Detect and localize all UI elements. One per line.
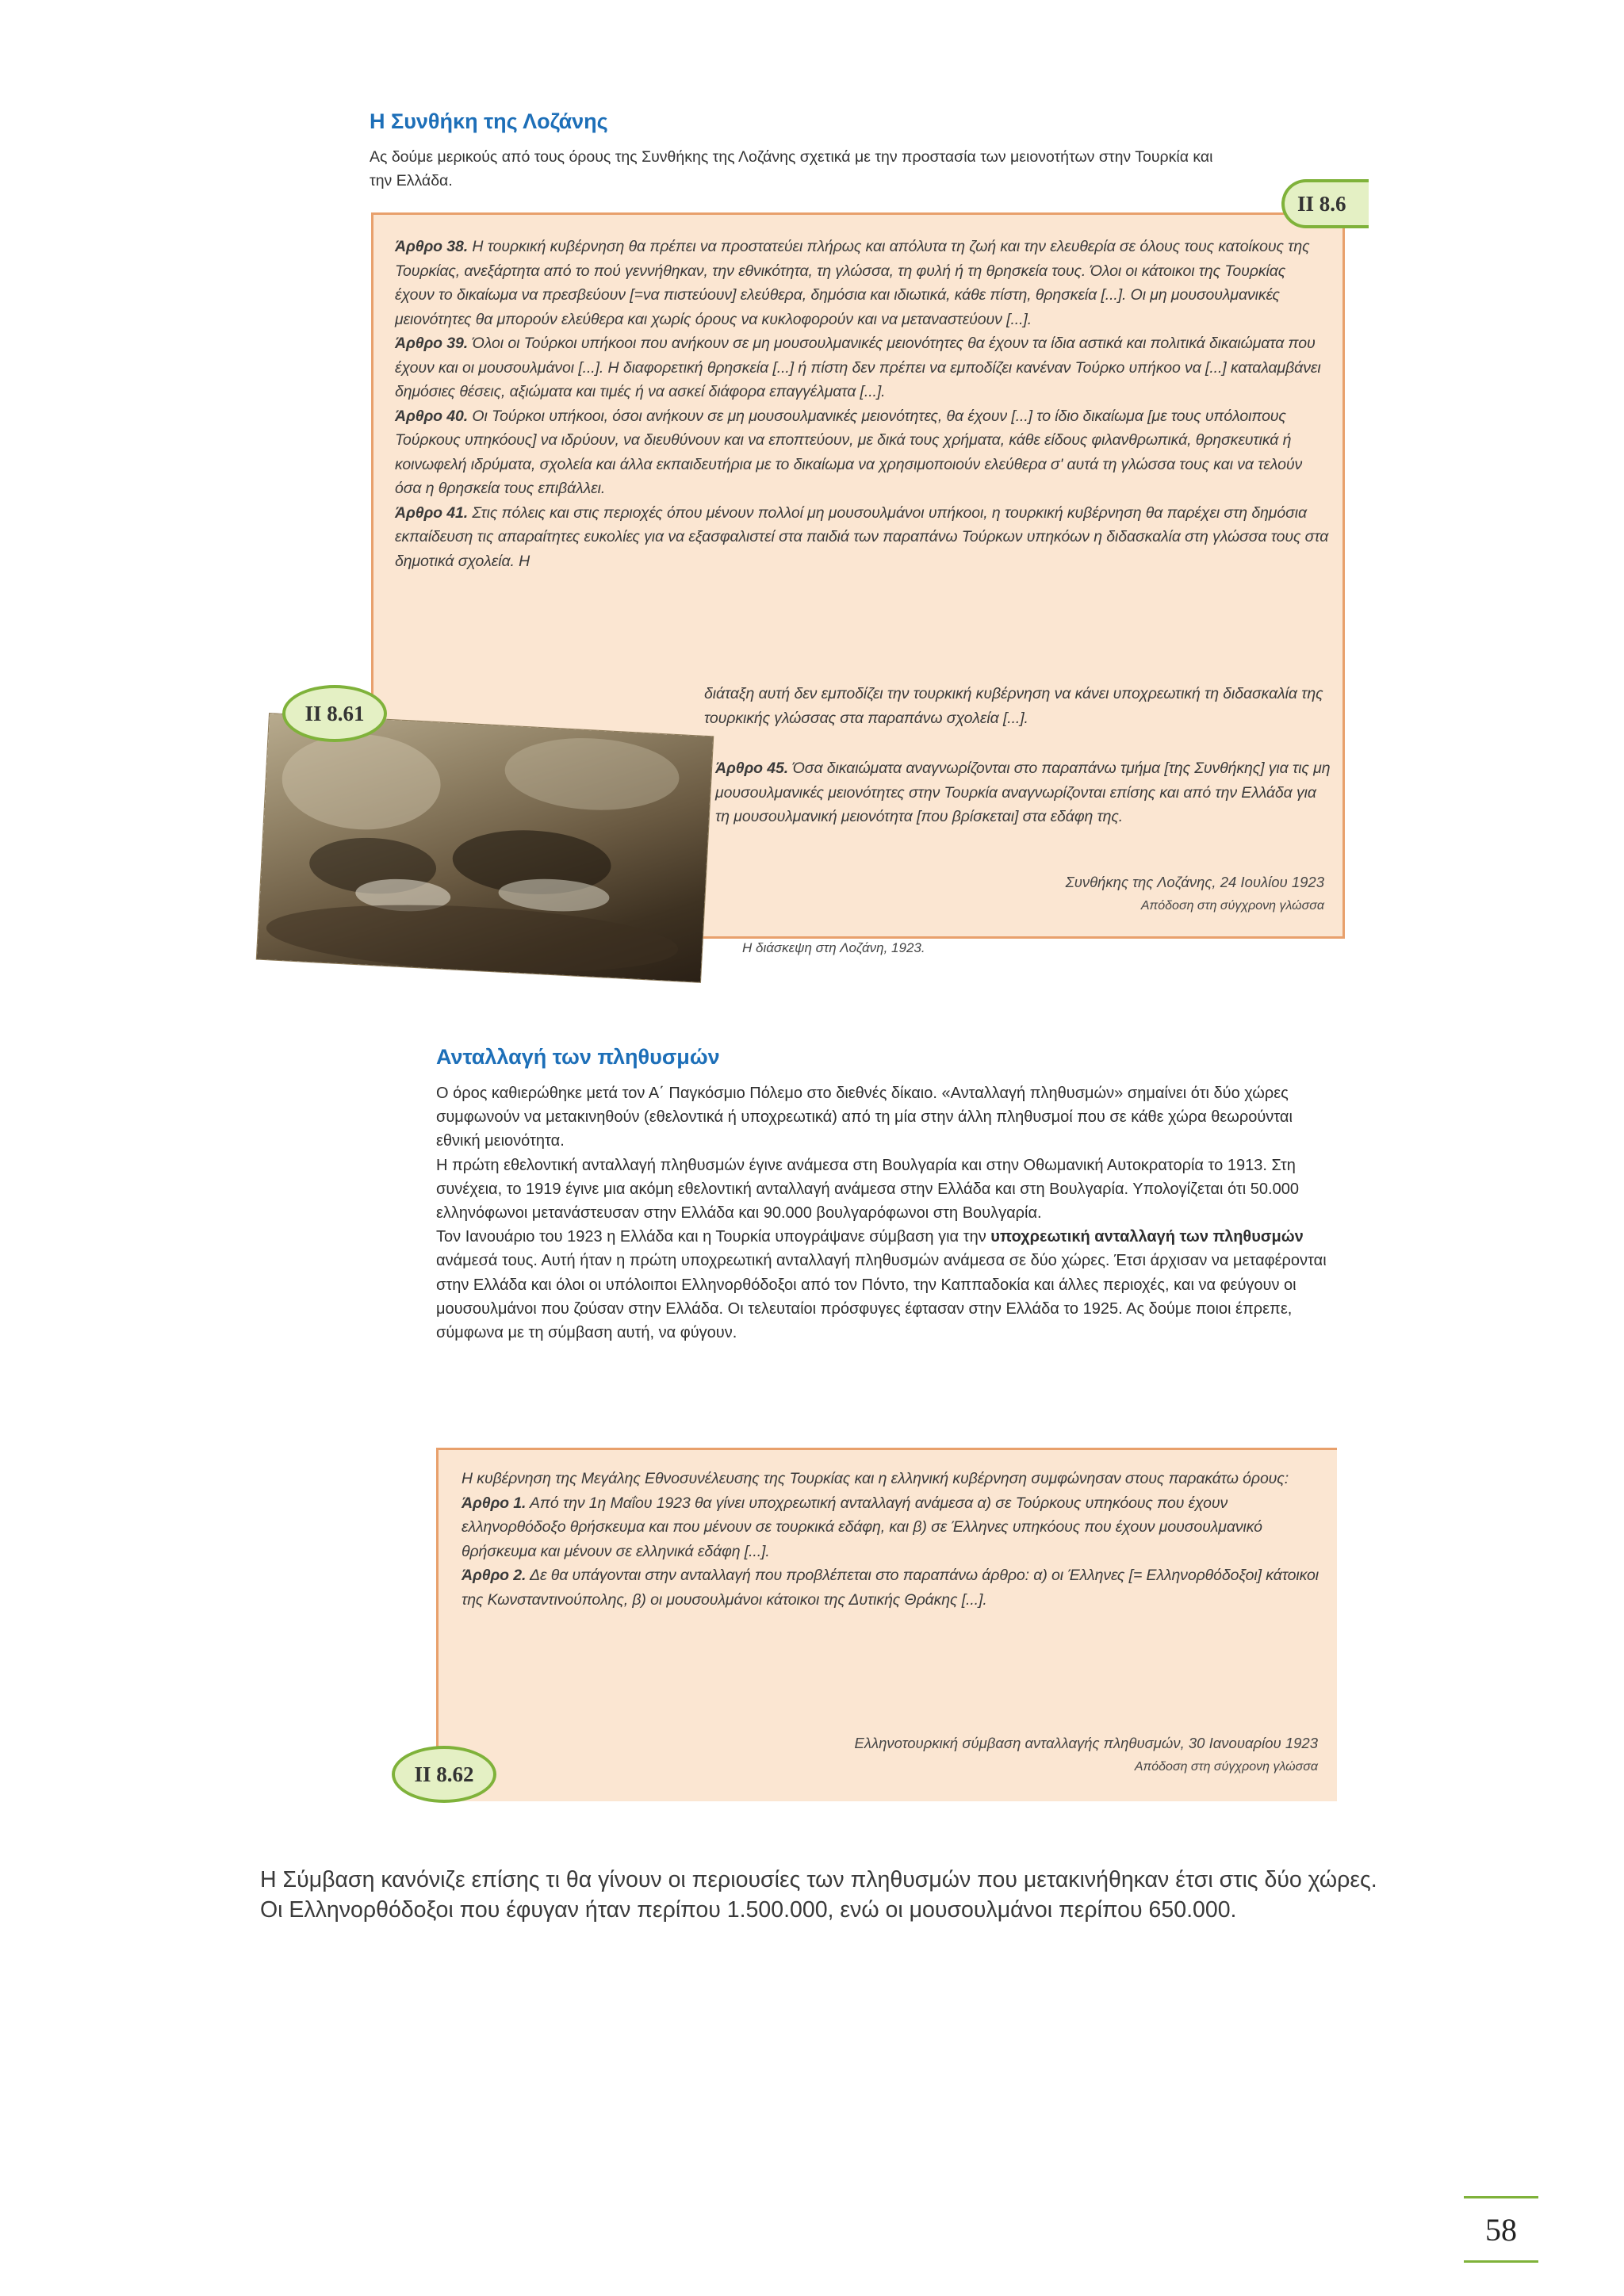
source-badge: II 8.62 [392,1746,496,1803]
source-badge: II 8.6 [1281,179,1369,228]
paragraph: Οι Ελληνορθόδοξοι που έφυγαν ήταν περίπου 1.500.000, ενώ οι μουσουλμάνοι περίπου 650.000. [260,1897,1237,1923]
article-38: Άρθρο 38. Η τουρκική κυβέρνηση θα πρέπει να προστατεύει πλήρως και απόλυτα τη ζωή και την ελευθερία σε όλους τους κατοίκους της Τουρκίας, ανεξάρτητα από το πού γεννήθηκαν, την εθνικότητα, τη γλώσσα, τη φυλή ή τη θρησκεία τους. Όλοι οι κάτοικοι της Τουρκίας έχουν το δικαίωμα να πρεσβεύουν [=να πιστεύουν] ελεύθερα, δημόσια και ιδιωτικά, κάθε πίστη, θρησκεία [...]. Οι μη μουσουλμανικές μειονότητες θα μπορούν ελεύθερα και χωρίς όρους να κυκλοφορούν και να μεταναστεύουν [...]. [395,238,1310,328]
convention-articles [462,1467,1323,1612]
exchange-body [436,1081,1340,1345]
section-intro: Ας δούμε μερικούς από τους όρους της Συνθήκης της Λοζάνης σχετικά με την προστασία των μειονοτήτων στην Τουρκία και την Ελλάδα. [370,148,1213,189]
section-title-lausanne: Η Συνθήκη της Λοζάνης [370,109,608,133]
article-39: Άρθρο 39. Όλοι οι Τούρκοι υπήκοοι που ανήκουν σε μη μουσουλμανικές μειονότητες θα έχουν τα ίδια αστικά και πολιτικά δικαιώματα που έχουν και οι μουσουλμάνοι [...]. Η διαφορετική θρησκεία [...] ή πίστη δεν πρέπει να εμποδίζει κανέναν Τούρκο υπήκοο να [...] καταλαμβάνει δημόσιες θέσεις, αξιώματα και τιμές ή να ασκεί διάφορα επαγγέλματα [...]. [395,335,1321,400]
source-note: Απόδοση στη σύγχρονη γλώσσα [1140,899,1324,913]
source-citation: Συνθήκης της Λοζάνης, 24 Ιουλίου 1923 [1065,874,1324,890]
article-1: Άρθρο 1. Από την 1η Μαΐου 1923 θα γίνει υποχρεωτική ανταλλαγή ανάμεσα α) σε Τούρκους υπηκόους που έχουν ελληνορθόδοξο θρήσκευμα και που μένουν σε τουρκικά εδάφη, και β) σε Έλληνες υπηκόους που έχουν μουσουλμανικό θρήσκευμα και μένουν σε ελληνικά εδάφη [...]. [462,1494,1262,1560]
article-2: Άρθρο 2. Δε θα υπάγονται στην ανταλλαγή που προβλέπεται στο παραπάνω άρθρο: α) οι Έλληνες [= Ελληνορθόδοξοι] κάτοικοι της Κωνσταντινούπολης, β) οι μουσουλμάνοι κάτοικοι της Δυτικής Θράκης [...]. [462,1567,1320,1609]
photo-caption: Η διάσκεψη στη Λοζάνη, 1923. [742,940,925,955]
photo-badge: II 8.61 [282,685,387,742]
page-number: 58 [1464,2196,1538,2263]
source-note: Απόδοση στη σύγχρονη γλώσσα [1134,1760,1318,1774]
paragraph: Ο όρος καθιερώθηκε μετά τον Α΄ Παγκόσμιο Πόλεμο στο διεθνές δίκαιο. «Ανταλλαγή πληθυσμών» σημαίνει ότι δύο χώρες συμφωνούν να μετακινηθούν (εθελοντικά ή υποχρεωτικά) από τη μία στην άλλη πληθυσμοί που σε κάθε χώρα θεωρούνται εθνική μειονότητα. [436,1085,1293,1150]
article-41: Άρθρο 41. Στις πόλεις και στις περιοχές όπου μένουν πολλοί μη μουσουλμάνοι υπήκοοι, η τουρκική κυβέρνηση θα παρέχει στη δημόσια εκπαίδευση τις απαραίτητες ευκολίες για να εξασφαλιστεί στα παιδιά των παραπάνω Τούρκων υπηκόων η διδασκαλία στη γλώσσα τους στα δημοτικά σχολεία. Η [395,503,1329,570]
paragraph: Η πρώτη εθελοντική ανταλλαγή πληθυσμών έγινε ανάμεσα στη Βουλγαρία και στην Οθωμανική Αυτοκρατορία το 1913. Στη συνέχεια, το 1919 έγινε μια ακόμη εθελοντική ανταλλαγή ανάμεσα στην Ελλάδα και στη Βουλγαρία. Υπολογίζεται ότι 50.000 ελληνόφωνοι μετανάστευσαν στην Ελλάδα και 90.000 βουλγαρόφωνοι στη Βουλγαρία. [436,1156,1299,1223]
source-citation: Ελληνοτουρκική σύμβαση ανταλλαγής πληθυσμών, 30 Ιανουαρίου 1923 [854,1735,1318,1751]
convention-intro: Η κυβέρνηση της Μεγάλης Εθνοσυνέλευσης της Τουρκίας και η ελληνική κυβέρνηση συμφώνησαν στους παρακάτω όρους: [462,1470,1289,1487]
article-45: Άρθρο 45. Όσα δικαιώματα αναγνωρίζονται στο παραπάνω τμήμα [της Συνθήκης] για τις μη μουσουλμανικές μειονότητες στην Τουρκία αναγνωρίζονται επίσης και από την Ελλάδα για τη μουσουλμανική μειονότητα [που βρίσκεται] στα εδάφη της. [715,760,1331,825]
closing-text [260,1865,1497,1925]
section-title-exchange: Ανταλλαγή των πληθυσμών [436,1045,720,1069]
lausanne-conference-photo [257,714,713,982]
article-40: Άρθρο 40. Οι Τούρκοι υπήκοοι, όσοι ανήκουν σε μη μουσουλμανικές μειονότητες, θα έχουν [...] το ίδιο δικαίωμα [με τους υπόλοιπους Τούρκους υπηκόους] να ιδρύουν, να διευθύνουν και να εποπτεύουν, με δικά τους χρήματα, κάθε είδους φιλανθρωπικά, θρησκευτικά ή κοινωφελή ιδρύματα, σχολεία και άλλα εκπαιδευτήρια με το δικαίωμα να χρησιμοποιούν ελεύθερα σ' αυτά τη γλώσσα τους και να τελούν όσα η θρησκεία τους επιβάλλει. [395,407,1303,497]
paragraph: Η Σύμβαση κανόνιζε επίσης τι θα γίνουν οι περιουσίες των πληθυσμών που μετακινήθηκαν έτσι στις δύο χώρες. [260,1867,1377,1892]
article-41-continued: διάταξη αυτή δεν εμποδίζει την τουρκική κυβέρνηση να κάνει υποχρεωτική τη διδασκαλία της τουρκικής γλώσσας στα παραπάνω σχολεία [...]. [704,685,1323,727]
lausanne-articles [395,235,1329,573]
paragraph: Τον Ιανουάριο του 1923 η Ελλάδα και η Τουρκία υπογράψανε σύμβαση για την υποχρεωτική ανταλλαγή των πληθυσμών ανάμεσά τους. Αυτή ήταν η πρώτη υποχρεωτική ανταλλαγή πληθυσμών ανάμεσα σε δύο χώρες. Έτσι άρχισαν να μεταφέρονται στην Ελλάδα και όλοι οι υπόλοιποι Ελληνορθόδοξοι από τον Πόντο, την Καππαδοκία και άλλες περιοχές, και να φεύγουν οι μουσουλμάνοι που ζούσαν στην Ελλάδα. Οι τελευταίοι πρόσφυγες έφτασαν στην Ελλάδα το 1925. Ας δούμε ποιοι έπρεπε, σύμφωνα με τη σύμβαση αυτή, να φύγουν. [436,1228,1327,1342]
